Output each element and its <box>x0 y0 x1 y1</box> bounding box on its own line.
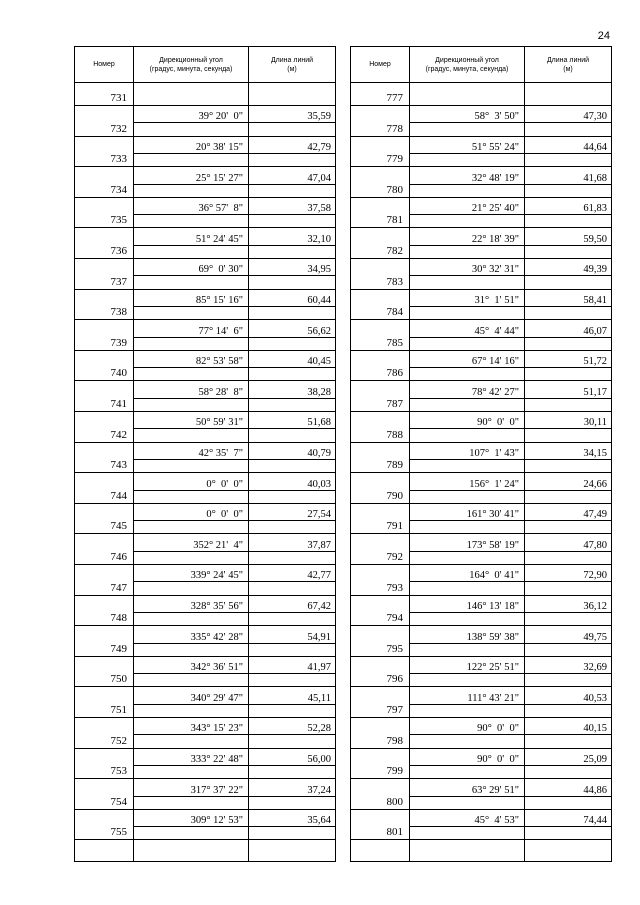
table-header <box>75 47 335 83</box>
point-number: 780 <box>386 183 403 196</box>
direction-angle: 164° 0' 41" <box>469 570 519 582</box>
direction-angle: 36° 57' 8" <box>198 203 243 215</box>
point-number: 738 <box>110 306 127 319</box>
line-length: 36,12 <box>583 600 607 612</box>
segment-line <box>409 122 611 123</box>
line-length: 74,44 <box>583 815 607 827</box>
point-number: 732 <box>110 122 127 135</box>
direction-angle: 161° 30' 41" <box>466 509 519 521</box>
header-number: Номер <box>93 61 115 68</box>
segment-line <box>409 214 611 215</box>
point-number: 799 <box>386 765 403 778</box>
direction-angle: 90° 0' 0" <box>477 753 519 765</box>
row-line <box>75 380 335 381</box>
line-length: 35,64 <box>307 815 331 827</box>
line-length: 51,72 <box>583 356 607 368</box>
line-length: 58,41 <box>583 294 607 306</box>
segment-line <box>409 704 611 705</box>
segment-line <box>409 643 611 644</box>
segment-line <box>133 551 335 552</box>
line-length: 54,91 <box>307 631 331 643</box>
direction-angle: 77° 14' 6" <box>198 325 243 337</box>
row-line <box>75 289 335 290</box>
direction-angle: 173° 58' 19" <box>466 539 519 551</box>
line-length: 37,24 <box>307 784 331 796</box>
direction-angle: 90° 0' 0" <box>477 723 519 735</box>
direction-angle: 50° 59' 31" <box>195 417 243 429</box>
segment-line <box>409 826 611 827</box>
direction-angle: 333° 22' 48" <box>190 753 243 765</box>
row-line <box>351 625 611 626</box>
row-line <box>351 778 611 779</box>
line-length: 49,75 <box>583 631 607 643</box>
row-line <box>351 319 611 320</box>
line-length: 46,07 <box>583 325 607 337</box>
row-line <box>351 656 611 657</box>
row-line <box>75 227 335 228</box>
direction-angle: 0° 0' 0" <box>206 478 243 490</box>
direction-angle: 58° 28' 8" <box>198 386 243 398</box>
line-length: 47,49 <box>583 509 607 521</box>
segment-line <box>133 796 335 797</box>
line-length: 24,66 <box>583 478 607 490</box>
row-line <box>75 656 335 657</box>
direction-angle: 138° 59' 38" <box>466 631 519 643</box>
point-number: 734 <box>110 183 127 196</box>
segment-line <box>133 306 335 307</box>
direction-angle: 317° 37' 22" <box>190 784 243 796</box>
line-length: 25,09 <box>583 753 607 765</box>
point-number: 750 <box>110 673 127 686</box>
segment-line <box>409 306 611 307</box>
segment-line <box>409 796 611 797</box>
point-number: 741 <box>110 398 127 410</box>
point-number: 784 <box>386 306 403 319</box>
point-number: 785 <box>386 336 403 349</box>
row-line <box>75 717 335 718</box>
row-line <box>75 258 335 259</box>
header-length-units: (м) <box>287 65 297 73</box>
line-length: 56,62 <box>307 325 331 337</box>
line-length: 41,97 <box>307 662 331 674</box>
point-number: 777 <box>386 92 403 104</box>
point-number: 789 <box>386 459 403 472</box>
point-number: 755 <box>110 826 127 839</box>
point-number: 733 <box>110 153 127 166</box>
coordinates-table-right <box>350 46 612 862</box>
segment-line <box>409 734 611 735</box>
line-length: 52,28 <box>307 723 331 735</box>
row-line <box>351 564 611 565</box>
row-line <box>75 595 335 596</box>
direction-angle: 0° 0' 0" <box>206 509 243 521</box>
direction-angle: 51° 55' 24" <box>471 141 519 153</box>
line-length: 72,90 <box>583 570 607 582</box>
point-number: 736 <box>110 245 127 257</box>
point-number: 779 <box>386 153 403 166</box>
row-line <box>351 809 611 810</box>
row-line <box>351 380 611 381</box>
line-length: 41,68 <box>583 172 607 184</box>
row-line <box>351 503 611 504</box>
row-line <box>351 166 611 167</box>
page-number: 24 <box>597 30 610 42</box>
line-length: 32,10 <box>307 233 331 245</box>
segment-line <box>409 245 611 246</box>
column-divider <box>409 47 410 861</box>
direction-angle: 67° 14' 16" <box>471 356 519 368</box>
direction-angle: 335° 42' 28" <box>190 631 243 643</box>
line-length: 47,04 <box>307 172 331 184</box>
point-number: 748 <box>110 612 127 625</box>
segment-line <box>409 612 611 613</box>
direction-angle: 22° 18' 39" <box>471 233 519 245</box>
line-length: 51,17 <box>583 386 607 398</box>
point-number: 745 <box>110 520 127 533</box>
row-line <box>351 105 611 106</box>
segment-line <box>133 245 335 246</box>
row-line <box>351 717 611 718</box>
row-line <box>75 166 335 167</box>
direction-angle: 309° 12' 53" <box>190 815 243 827</box>
row-line <box>351 136 611 137</box>
point-number: 752 <box>110 734 127 747</box>
row-line <box>351 350 611 351</box>
direction-angle: 122° 25' 51" <box>466 662 519 674</box>
row-line <box>75 136 335 137</box>
segment-line <box>133 490 335 491</box>
line-length: 44,86 <box>583 784 607 796</box>
row-line <box>75 686 335 687</box>
line-length: 30,11 <box>583 417 607 429</box>
header-length <box>525 47 611 82</box>
point-number: 743 <box>110 459 127 472</box>
point-number: 778 <box>386 122 403 135</box>
segment-line <box>409 428 611 429</box>
line-length: 47,30 <box>583 111 607 123</box>
point-number: 783 <box>386 275 403 288</box>
direction-angle: 146° 13' 18" <box>466 600 519 612</box>
point-number: 739 <box>110 336 127 349</box>
direction-angle: 340° 29' 47" <box>190 692 243 704</box>
row-line <box>75 778 335 779</box>
header-length-title: Длина линий <box>546 56 590 64</box>
segment-line <box>133 520 335 521</box>
line-length: 40,53 <box>583 692 607 704</box>
row-line <box>351 533 611 534</box>
row-line <box>351 197 611 198</box>
point-number: 796 <box>386 673 403 686</box>
point-number: 746 <box>110 551 127 563</box>
direction-angle: 78° 42' 27" <box>471 386 519 398</box>
line-length: 42,77 <box>307 570 331 582</box>
row-line <box>351 227 611 228</box>
direction-angle: 69° 0' 30" <box>198 264 243 276</box>
line-length: 35,59 <box>307 111 331 123</box>
direction-angle: 107° 1' 43" <box>469 447 519 459</box>
coordinates-table-left <box>74 46 336 862</box>
segment-line <box>133 612 335 613</box>
segment-line <box>133 428 335 429</box>
header-angle-title: Дирекционный угол <box>435 56 499 64</box>
header-angle-units: (градус, минута, секунда) <box>149 65 233 73</box>
direction-angle: 63° 29' 51" <box>471 784 519 796</box>
line-length: 49,39 <box>583 264 607 276</box>
point-number: 744 <box>110 489 127 502</box>
row-line <box>75 350 335 351</box>
header-angle <box>134 47 248 82</box>
row-line <box>351 442 611 443</box>
row-line <box>75 564 335 565</box>
point-number: 754 <box>110 795 127 808</box>
line-length: 37,58 <box>307 203 331 215</box>
direction-angle: 328° 35' 56" <box>190 600 243 612</box>
segment-line <box>409 275 611 276</box>
point-number: 790 <box>386 489 403 502</box>
segment-line <box>133 122 335 123</box>
point-number: 798 <box>386 734 403 747</box>
line-length: 40,03 <box>307 478 331 490</box>
line-length: 34,15 <box>583 447 607 459</box>
segment-line <box>409 337 611 338</box>
segment-line <box>409 184 611 185</box>
row-line <box>351 472 611 473</box>
point-number: 797 <box>386 704 403 716</box>
segment-line <box>133 459 335 460</box>
direction-angle: 111° 43' 21" <box>467 692 519 704</box>
row-line <box>75 533 335 534</box>
row-line <box>351 258 611 259</box>
line-length: 40,15 <box>583 723 607 735</box>
line-length: 44,64 <box>583 141 607 153</box>
table-header <box>351 47 611 83</box>
point-number: 749 <box>110 642 127 655</box>
header-length-title: Длина линий <box>270 56 314 64</box>
point-number: 742 <box>110 428 127 441</box>
segment-line <box>133 704 335 705</box>
column-divider <box>248 47 249 861</box>
point-number: 782 <box>386 245 403 257</box>
header-number: Номер <box>369 61 391 68</box>
direction-angle: 45° 4' 53" <box>474 815 519 827</box>
header-angle-title: Дирекционный угол <box>159 56 223 64</box>
row-line <box>75 442 335 443</box>
segment-line <box>409 490 611 491</box>
segment-line <box>133 398 335 399</box>
line-length: 37,87 <box>307 539 331 551</box>
row-line <box>75 472 335 473</box>
point-number: 786 <box>386 367 403 380</box>
direction-angle: 90° 0' 0" <box>477 417 519 429</box>
direction-angle: 20° 38' 15" <box>195 141 243 153</box>
segment-line <box>133 826 335 827</box>
row-line <box>351 686 611 687</box>
direction-angle: 51° 24' 45" <box>195 233 243 245</box>
header-angle <box>410 47 524 82</box>
line-length: 27,54 <box>307 509 331 521</box>
direction-angle: 58° 3' 50" <box>474 111 519 123</box>
segment-line <box>133 765 335 766</box>
row-line <box>75 105 335 106</box>
direction-angle: 339° 24' 45" <box>190 570 243 582</box>
point-number: 753 <box>110 765 127 778</box>
line-length: 59,50 <box>583 233 607 245</box>
row-line <box>351 748 611 749</box>
point-number: 731 <box>110 92 127 104</box>
line-length: 34,95 <box>307 264 331 276</box>
segment-line <box>409 581 611 582</box>
row-line <box>351 411 611 412</box>
row-line <box>75 748 335 749</box>
line-length: 40,79 <box>307 447 331 459</box>
segment-line <box>409 520 611 521</box>
line-length: 61,83 <box>583 203 607 215</box>
row-line <box>75 197 335 198</box>
segment-line <box>133 337 335 338</box>
row-line <box>75 625 335 626</box>
row-line <box>75 839 335 840</box>
point-number: 735 <box>110 214 127 227</box>
segment-line <box>409 398 611 399</box>
segment-line <box>133 153 335 154</box>
point-number: 788 <box>386 428 403 441</box>
point-number: 800 <box>386 795 403 808</box>
segment-line <box>409 551 611 552</box>
point-number: 795 <box>386 642 403 655</box>
line-length: 40,45 <box>307 356 331 368</box>
segment-line <box>409 765 611 766</box>
row-line <box>351 595 611 596</box>
direction-angle: 25° 15' 27" <box>195 172 243 184</box>
point-number: 793 <box>386 581 403 594</box>
direction-angle: 342° 36' 51" <box>190 662 243 674</box>
row-line <box>351 289 611 290</box>
segment-line <box>133 214 335 215</box>
point-number: 791 <box>386 520 403 533</box>
header-length <box>249 47 335 82</box>
direction-angle: 343° 15' 23" <box>190 723 243 735</box>
segment-line <box>409 367 611 368</box>
segment-line <box>409 673 611 674</box>
point-number: 751 <box>110 704 127 716</box>
segment-line <box>133 581 335 582</box>
line-length: 56,00 <box>307 753 331 765</box>
direction-angle: 156° 1' 24" <box>469 478 519 490</box>
direction-angle: 21° 25' 40" <box>471 203 519 215</box>
row-line <box>75 503 335 504</box>
point-number: 781 <box>386 214 403 227</box>
row-line <box>75 319 335 320</box>
segment-line <box>133 673 335 674</box>
row-line <box>75 411 335 412</box>
line-length: 47,80 <box>583 539 607 551</box>
direction-angle: 32° 48' 19" <box>471 172 519 184</box>
segment-line <box>409 459 611 460</box>
point-number: 792 <box>386 551 403 563</box>
direction-angle: 352° 21' 4" <box>193 539 243 551</box>
direction-angle: 31° 1' 51" <box>474 294 519 306</box>
point-number: 801 <box>386 826 403 839</box>
segment-line <box>133 734 335 735</box>
point-number: 747 <box>110 581 127 594</box>
line-length: 60,44 <box>307 294 331 306</box>
row-line <box>351 839 611 840</box>
header-angle-units: (градус, минута, секунда) <box>425 65 509 73</box>
line-length: 32,69 <box>583 662 607 674</box>
column-divider <box>133 47 134 861</box>
header-length-units: (м) <box>563 65 573 73</box>
point-number: 737 <box>110 275 127 288</box>
line-length: 51,68 <box>307 417 331 429</box>
point-number: 787 <box>386 398 403 410</box>
segment-line <box>133 184 335 185</box>
segment-line <box>133 643 335 644</box>
line-length: 42,79 <box>307 141 331 153</box>
direction-angle: 30° 32' 31" <box>471 264 519 276</box>
segment-line <box>133 367 335 368</box>
line-length: 45,11 <box>307 692 331 704</box>
direction-angle: 82° 53' 58" <box>195 356 243 368</box>
point-number: 740 <box>110 367 127 380</box>
direction-angle: 42° 35' 7" <box>198 447 243 459</box>
row-line <box>75 809 335 810</box>
line-length: 67,42 <box>307 600 331 612</box>
direction-angle: 45° 4' 44" <box>474 325 519 337</box>
direction-angle: 85° 15' 16" <box>195 294 243 306</box>
point-number: 794 <box>386 612 403 625</box>
line-length: 38,28 <box>307 386 331 398</box>
segment-line <box>133 275 335 276</box>
column-divider <box>524 47 525 861</box>
direction-angle: 39° 20' 0" <box>198 111 243 123</box>
segment-line <box>409 153 611 154</box>
